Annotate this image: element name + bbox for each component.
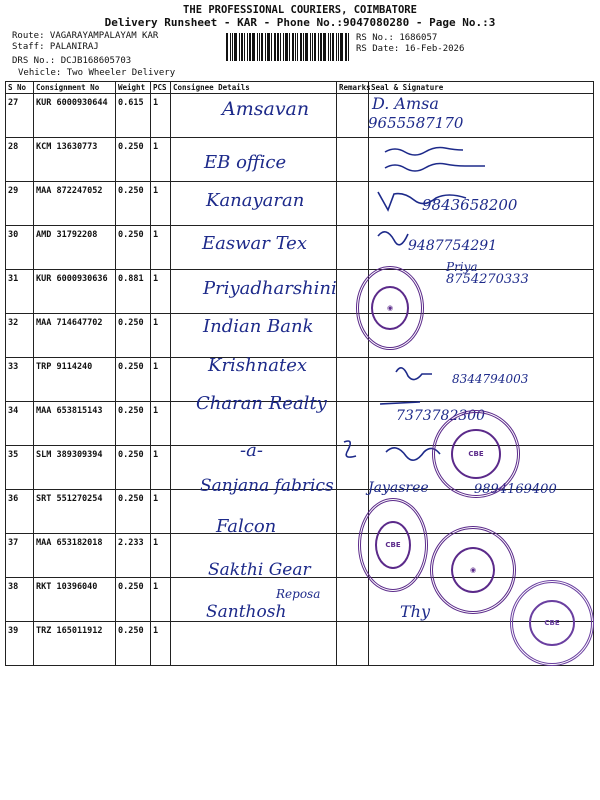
hand-name-37: Falcon xyxy=(216,516,277,537)
hand-name-33: Krishnatex xyxy=(208,355,307,376)
weight-cell: 0.250 xyxy=(116,622,151,666)
pcs-cell: 1 xyxy=(151,270,171,314)
pcs-cell: 1 xyxy=(151,226,171,270)
sno-cell: 33 xyxy=(6,358,34,402)
sno-cell: 32 xyxy=(6,314,34,358)
consignment-cell: MAA 653182018 xyxy=(34,534,116,578)
sno-cell: 38 xyxy=(6,578,34,622)
weight-cell: 0.250 xyxy=(116,182,151,226)
scribble-sig-28b xyxy=(385,164,485,172)
sno-cell: 36 xyxy=(6,490,34,534)
col-signature: Seal & Signature xyxy=(369,82,594,94)
weight-cell: 0.250 xyxy=(116,578,151,622)
col-consignee: Consignee Details xyxy=(171,82,337,94)
weight-cell: 0.250 xyxy=(116,226,151,270)
rs-no-label: RS No.: 1686057 xyxy=(356,33,438,43)
hand-name-30: Easwar Tex xyxy=(202,233,307,254)
runsheet-title: Delivery Runsheet - KAR - Phone No.:9047080280 - Page No.:3 xyxy=(104,16,496,29)
weight-cell: 0.250 xyxy=(116,358,151,402)
hand-phone-29: 9843658200 xyxy=(422,196,518,214)
stamp-seal-38: ◉ xyxy=(430,526,516,614)
hand-remark-38: Reposa xyxy=(276,587,321,601)
consignment-cell: AMD 31792208 xyxy=(34,226,116,270)
pcs-cell: 1 xyxy=(151,182,171,226)
staff-label: Staff: PALANIRAJ xyxy=(12,42,99,52)
pcs-cell: 1 xyxy=(151,622,171,666)
company-title: THE PROFESSIONAL COURIERS, COIMBATORE xyxy=(183,4,417,16)
weight-cell: 0.250 xyxy=(116,490,151,534)
sno-cell: 35 xyxy=(6,446,34,490)
consignment-cell: MAA 714647702 xyxy=(34,314,116,358)
consignment-cell: KUR 6000930644 xyxy=(34,94,116,138)
sno-cell: 29 xyxy=(6,182,34,226)
weight-cell: 0.250 xyxy=(116,314,151,358)
hand-name-35: -a- xyxy=(240,440,263,461)
consignment-cell: KCM 13630773 xyxy=(34,138,116,182)
rs-date-label: RS Date: 16-Feb-2026 xyxy=(356,44,465,54)
route-label: Route: VAGARAYAMPALAYAM KAR xyxy=(12,31,159,41)
consignment-cell: SRT 551270254 xyxy=(34,490,116,534)
hand-phone-27: 9655587170 xyxy=(368,114,464,132)
stamp-seal-36: CBE xyxy=(432,410,520,498)
sno-cell: 30 xyxy=(6,226,34,270)
hand-name-36: Sanjana fabrics xyxy=(200,476,334,496)
scribble-remark-35 xyxy=(344,441,356,457)
sno-cell: 27 xyxy=(6,94,34,138)
consignment-cell: TRZ 165011912 xyxy=(34,622,116,666)
pcs-cell: 1 xyxy=(151,446,171,490)
col-sno: S No xyxy=(6,82,34,94)
sno-cell: 39 xyxy=(6,622,34,666)
sno-cell: 28 xyxy=(6,138,34,182)
hand-phone-30: 9487754291 xyxy=(408,238,498,254)
pcs-cell: 1 xyxy=(151,94,171,138)
hand-sig-39: Thy xyxy=(400,602,431,621)
pcs-cell: 1 xyxy=(151,138,171,182)
hand-sig-36: Jayasree xyxy=(368,480,429,496)
stamp-seal-37: CBE xyxy=(358,498,428,592)
sno-cell: 37 xyxy=(6,534,34,578)
scribble-sig-34 xyxy=(396,368,432,380)
consignment-cell: KUR 6000930636 xyxy=(34,270,116,314)
consignment-cell: MAA 653815143 xyxy=(34,402,116,446)
drs-label: DRS No.: DCJB168605703 xyxy=(12,56,132,66)
hand-sig-27: D. Amsa xyxy=(372,94,439,113)
hand-name-34: Charan Realty xyxy=(196,393,327,414)
pcs-cell: 1 xyxy=(151,578,171,622)
consignment-cell: TRP 9114240 xyxy=(34,358,116,402)
hand-name-38: Sakthi Gear xyxy=(208,560,311,580)
scribble-sig-30 xyxy=(378,232,408,245)
pcs-cell: 1 xyxy=(151,402,171,446)
hand-sig-31: Priya xyxy=(446,260,478,274)
hand-name-39: Santhosh xyxy=(206,602,287,622)
scribble-sig-35 xyxy=(380,402,420,404)
hand-phone-36: 9894169400 xyxy=(474,482,557,497)
hand-name-27: Amsavan xyxy=(222,98,310,120)
sno-cell: 34 xyxy=(6,402,34,446)
weight-cell: 0.250 xyxy=(116,446,151,490)
col-weight: Weight xyxy=(116,82,151,94)
pcs-cell: 1 xyxy=(151,490,171,534)
weight-cell: 0.615 xyxy=(116,94,151,138)
stamp-seal-39: CBE xyxy=(510,580,594,666)
scribble-sig-29 xyxy=(378,192,466,210)
hand-phone-35: 7373782300 xyxy=(396,408,486,424)
hand-name-28: EB office xyxy=(204,152,287,173)
hand-name-29: Kanayaran xyxy=(206,190,305,211)
hand-phone-34: 8344794003 xyxy=(452,372,529,386)
col-remarks: Remarks xyxy=(337,82,369,94)
pcs-cell: 1 xyxy=(151,314,171,358)
hand-name-31: Priyadharshini xyxy=(203,278,337,299)
weight-cell: 0.250 xyxy=(116,138,151,182)
col-consignment: Consignment No xyxy=(34,82,116,94)
hand-name-32: Indian Bank xyxy=(203,316,314,337)
pcs-cell: 1 xyxy=(151,358,171,402)
scribble-sig-28 xyxy=(385,148,463,156)
pcs-cell: 1 xyxy=(151,534,171,578)
sno-cell: 31 xyxy=(6,270,34,314)
col-pcs: PCS xyxy=(151,82,171,94)
weight-cell: 0.881 xyxy=(116,270,151,314)
consignment-cell: MAA 872247052 xyxy=(34,182,116,226)
weight-cell: 2.233 xyxy=(116,534,151,578)
hand-phone-31: 8754270333 xyxy=(446,272,529,287)
weight-cell: 0.250 xyxy=(116,402,151,446)
consignment-cell: SLM 389309394 xyxy=(34,446,116,490)
consignment-cell: RKT 10396040 xyxy=(34,578,116,622)
vehicle-label: Vehicle: Two Wheeler Delivery xyxy=(18,68,176,78)
stamp-seal-31: ◉ xyxy=(356,266,424,350)
